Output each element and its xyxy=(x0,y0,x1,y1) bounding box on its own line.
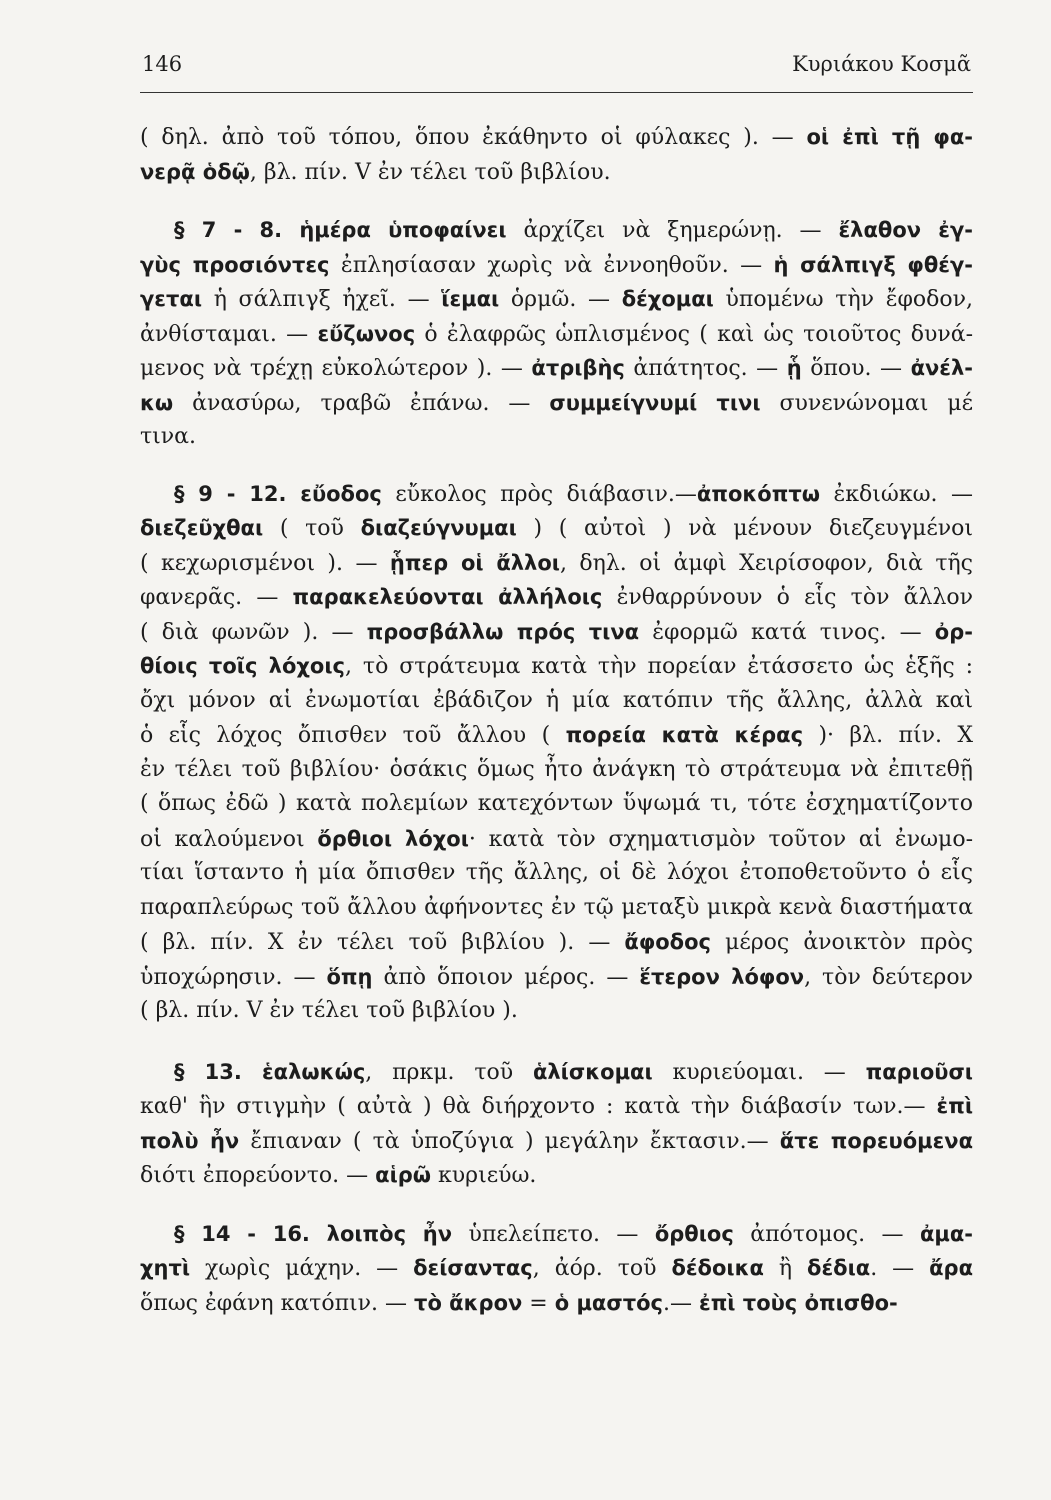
paragraph-gap xyxy=(140,189,973,213)
gloss: μενος νὰ τρέχῃ εὐκολώτερον ). — xyxy=(140,356,532,381)
lemma: ὀρ- xyxy=(934,619,973,644)
text-line xyxy=(140,753,973,788)
text-line xyxy=(140,822,973,857)
lemma: αἱρῶ xyxy=(375,1163,432,1187)
lemma: εὔζωνος xyxy=(317,321,416,346)
gloss: οἱ καλούμενοι xyxy=(140,826,318,852)
gloss: παραπλεύρως τοῦ ἄλλου ἀφήνοντες ἐν τῷ μεταξὺ μικρὰ κενὰ διαστήματα xyxy=(140,894,973,920)
lemma: § 14 - 16. λοιπὸς ἦν xyxy=(174,1221,453,1246)
gloss: ( κεχωρισμένοι ). — xyxy=(140,550,390,576)
text-line xyxy=(140,120,973,155)
text-line xyxy=(140,1089,973,1124)
gloss: ὁρμῶ. — xyxy=(499,287,622,312)
gloss: κυριεύω. xyxy=(431,1163,537,1188)
lemma: δέδοικα xyxy=(671,1256,764,1280)
lemma: νερᾷ ὁδῷ xyxy=(140,159,250,184)
text-line xyxy=(140,649,973,684)
text-line xyxy=(140,615,973,650)
lemma: ἕτερον λόφον xyxy=(639,964,805,989)
lemma: γεται xyxy=(140,287,203,311)
lemma: ἀποκόπτω xyxy=(696,481,820,506)
gloss: , πρκμ. τοῦ xyxy=(365,1059,533,1085)
gloss: ὑποχώρησιν. — xyxy=(140,964,327,990)
text-line xyxy=(140,477,973,512)
paragraph xyxy=(140,213,973,455)
gloss: φανερᾶς. — xyxy=(140,585,293,610)
lemma: § 7 - 8. ἡμέρα ὑποφαίνει xyxy=(174,218,507,242)
lemma: προσβάλλω πρός τινα xyxy=(366,619,640,644)
lemma: συμμείγνυμί τινι xyxy=(549,390,761,415)
lemma: ἁλίσκομαι xyxy=(532,1059,653,1084)
lemma: ἔλαθον ἐγ- xyxy=(838,218,973,242)
text-line xyxy=(140,1158,973,1193)
text-line xyxy=(140,1217,973,1252)
gloss: ἐκδιώκω. — xyxy=(819,481,973,507)
gloss: ( βλ. πίν. V ἐν τέλει τοῦ βιβλίου ). xyxy=(140,998,518,1023)
header-rule xyxy=(140,92,973,93)
lemma: ἡ σάλπιγξ φθέγ- xyxy=(773,252,973,277)
gloss: ἀπάτητος. — xyxy=(624,356,787,381)
text-line xyxy=(140,1286,973,1321)
gloss: ὑπομένω τὴν ἔφοδον, xyxy=(713,287,973,312)
gloss: διότι ἐπορεύοντο. — xyxy=(140,1163,376,1188)
gloss: ὑπελείπετο. — xyxy=(452,1221,655,1247)
gloss: τίαι ἵσταντο ἡ μία ὄπισθεν τῆς ἄλλης, οἱ δὲ λόχοι ἐτοποθετοῦντο ὁ εἷς xyxy=(140,860,973,885)
lemma: ἀμα- xyxy=(919,1221,973,1246)
gloss: κυριεύομαι. — xyxy=(652,1059,866,1085)
text-line xyxy=(140,718,973,753)
text-line xyxy=(140,960,973,995)
gloss: , τὸν δεύτερον xyxy=(804,964,973,990)
lemma: ὁ μαστός xyxy=(554,1290,663,1315)
gloss: ὁ εἷς λόχος ὄπισθεν τοῦ ἄλλου ( xyxy=(140,723,566,748)
paragraph xyxy=(140,1055,973,1193)
lemma: ἄρα xyxy=(929,1256,973,1280)
gloss: καθ' ἣν στιγμὴν ( αὐτὰ ) θὰ διήρχοντο : κατὰ τὴν διάβασίν των.— xyxy=(140,1094,937,1119)
gloss: .— xyxy=(663,1290,699,1316)
lemma: § 9 - 12. εὔοδος xyxy=(174,481,382,506)
lemma: δείσαντας xyxy=(413,1256,533,1280)
lemma: διεζεῦχθαι xyxy=(140,516,264,540)
lemma: ὄρθιοι λόχοι xyxy=(317,826,469,851)
text-line xyxy=(140,580,973,615)
text-line xyxy=(140,213,973,248)
gloss: ὅπως ἐφάνη κατόπιν. — xyxy=(140,1290,415,1316)
lemma: θίοις τοῖς λόχοις xyxy=(140,654,345,678)
text-line xyxy=(140,317,973,352)
text-line xyxy=(140,684,973,719)
gloss: . — xyxy=(870,1256,930,1281)
lemma: ὅπῃ xyxy=(326,964,373,989)
gloss: ὅπου. — xyxy=(801,356,911,381)
gloss: εὔκολος πρὸς διάβασιν.— xyxy=(381,481,697,507)
gloss: ἀνασύρω, τραβῶ ἐπάνω. — xyxy=(173,390,550,416)
gloss: = xyxy=(522,1290,555,1316)
commentary-body xyxy=(140,120,973,1320)
lemma: ἀτριβὴς xyxy=(531,356,625,380)
gloss: ( διὰ φωνῶν ). — xyxy=(140,619,367,645)
gloss: ἢ xyxy=(763,1256,808,1281)
paragraph-gap xyxy=(140,1193,973,1217)
gloss: ὄχι μόνον αἱ ἐνωμοτίαι ἐβάδιζον ἡ μία κατόπιν τῆς ἄλλης, ἀλλὰ καὶ xyxy=(140,687,973,713)
lemma: οἱ ἐπὶ τῇ φα- xyxy=(806,125,973,149)
lemma: πολὺ ἦν xyxy=(140,1128,240,1153)
lemma: χητὶ xyxy=(140,1256,191,1280)
text-line xyxy=(140,386,973,421)
gloss: ἀπὸ ὅποιον μέρος. — xyxy=(372,964,640,990)
text-line xyxy=(140,856,973,891)
lemma: ἐπὶ τοὺς ὀπισθο- xyxy=(699,1290,898,1315)
page-number: 146 xyxy=(142,52,183,76)
text-line xyxy=(140,891,973,926)
lemma: ἄφοδος xyxy=(624,930,711,954)
running-title: Κυριάκου Κοσμᾶ xyxy=(792,52,971,76)
lemma: ὄρθιος xyxy=(654,1221,734,1246)
lemma: ᾗπερ οἱ ἄλλοι xyxy=(389,550,560,575)
gloss: συνενώνομαι μέ xyxy=(760,390,973,416)
gloss: ( ὅπως ἐδῶ ) κατὰ πολεμίων κατεχόντων ὕψωμά τι, τότε ἐσχηματίζοντο xyxy=(140,791,973,816)
text-line xyxy=(140,420,973,455)
gloss: ἀπότομος. — xyxy=(733,1221,920,1247)
lemma: διαζεύγνυμαι xyxy=(360,516,517,540)
gloss: ἐπλησίασαν χωρὶς νὰ ἐννοηθοῦν. — xyxy=(329,252,774,278)
text-line xyxy=(140,282,973,317)
paragraph xyxy=(140,120,973,189)
lemma: § 13. ἑαλωκώς xyxy=(174,1059,366,1084)
text-line xyxy=(140,351,973,386)
lemma: παρακελεύονται ἀλλήλοις xyxy=(292,585,603,609)
text-line xyxy=(140,511,973,546)
gloss: )· βλ. πίν. X xyxy=(803,723,973,748)
gloss: ἔπιαναν ( τὰ ὑποζύγια ) μεγάλην ἔκτασιν.— xyxy=(239,1128,780,1154)
text-line xyxy=(140,1251,973,1286)
text-line xyxy=(140,925,973,960)
gloss: ἐφορμῶ κατά τινος. — xyxy=(639,619,935,645)
gloss: ἐνθαρρύνουν ὁ εἷς τὸν ἄλλον xyxy=(602,585,973,610)
lemma: δέχομαι xyxy=(621,287,714,311)
paragraph xyxy=(140,1217,973,1321)
text-line xyxy=(140,787,973,822)
gloss: · κατὰ τὸν σχηματισμὸν τοῦτον αἱ ἐνωμο- xyxy=(468,826,973,852)
text-line xyxy=(140,248,973,283)
gloss: ( τοῦ xyxy=(263,516,361,541)
gloss: , δηλ. οἱ ἀμφὶ Χειρίσοφον, διὰ τῆς xyxy=(559,550,973,576)
text-line xyxy=(140,155,973,190)
gloss: ἡ σάλπιγξ ἠχεῖ. — xyxy=(202,287,442,312)
gloss: ) ( αὐτοὶ ) νὰ μένουν διεζευγμένοι xyxy=(516,516,973,541)
text-line xyxy=(140,994,973,1029)
gloss: τινα. xyxy=(140,424,197,449)
gloss: χωρὶς μάχην. — xyxy=(190,1256,414,1281)
text-line xyxy=(140,1055,973,1090)
paragraph-gap xyxy=(140,455,973,477)
text-line xyxy=(140,546,973,581)
lemma: ἀνέλ- xyxy=(910,356,973,380)
lemma: παριοῦσι xyxy=(865,1059,973,1084)
gloss: ἐν τέλει τοῦ βιβλίου· ὁσάκις ὅμως ἦτο ἀνάγκη τὸ στράτευμα νὰ ἐπιτεθῇ xyxy=(140,756,973,782)
lemma: ἵεμαι xyxy=(441,287,500,311)
gloss: μέρος ἀνοικτὸν πρὸς xyxy=(710,930,973,955)
gloss: ὁ ἐλαφρῶς ὡπλισμένος ( καὶ ὡς τοιοῦτος δυνά- xyxy=(415,321,973,347)
lemma: κω xyxy=(140,390,174,415)
lemma: πορεία κατὰ κέρας xyxy=(565,723,804,747)
gloss: ( δηλ. ἀπὸ τοῦ τόπου, ὅπου ἐκάθηντο οἱ φύλακες ). — xyxy=(140,125,807,150)
lemma: ἅτε πορευόμενα xyxy=(779,1128,973,1153)
gloss: , βλ. πίν. V ἐν τέλει τοῦ βιβλίου. xyxy=(249,159,611,185)
lemma: ἐπὶ xyxy=(936,1094,973,1118)
lemma: γὺς προσιόντες xyxy=(140,252,330,277)
gloss: , ἀόρ. τοῦ xyxy=(532,1256,672,1281)
lemma: τὸ ἄκρον xyxy=(414,1290,523,1315)
text-line xyxy=(140,1124,973,1159)
lemma: δέδια xyxy=(807,1256,871,1280)
gloss: ἀρχίζει νὰ ξημερώνῃ. — xyxy=(506,218,839,243)
paragraph xyxy=(140,477,973,1029)
gloss: ( βλ. πίν. X ἐν τέλει τοῦ βιβλίου ). — xyxy=(140,930,625,955)
lemma: ᾗ xyxy=(786,356,802,380)
gloss: ἀνθίσταμαι. — xyxy=(140,321,318,347)
paragraph-gap xyxy=(140,1029,973,1055)
gloss: , τὸ στράτευμα κατὰ τὴν πορείαν ἐτάσσετο ὡς ἑξῆς : xyxy=(344,654,973,679)
